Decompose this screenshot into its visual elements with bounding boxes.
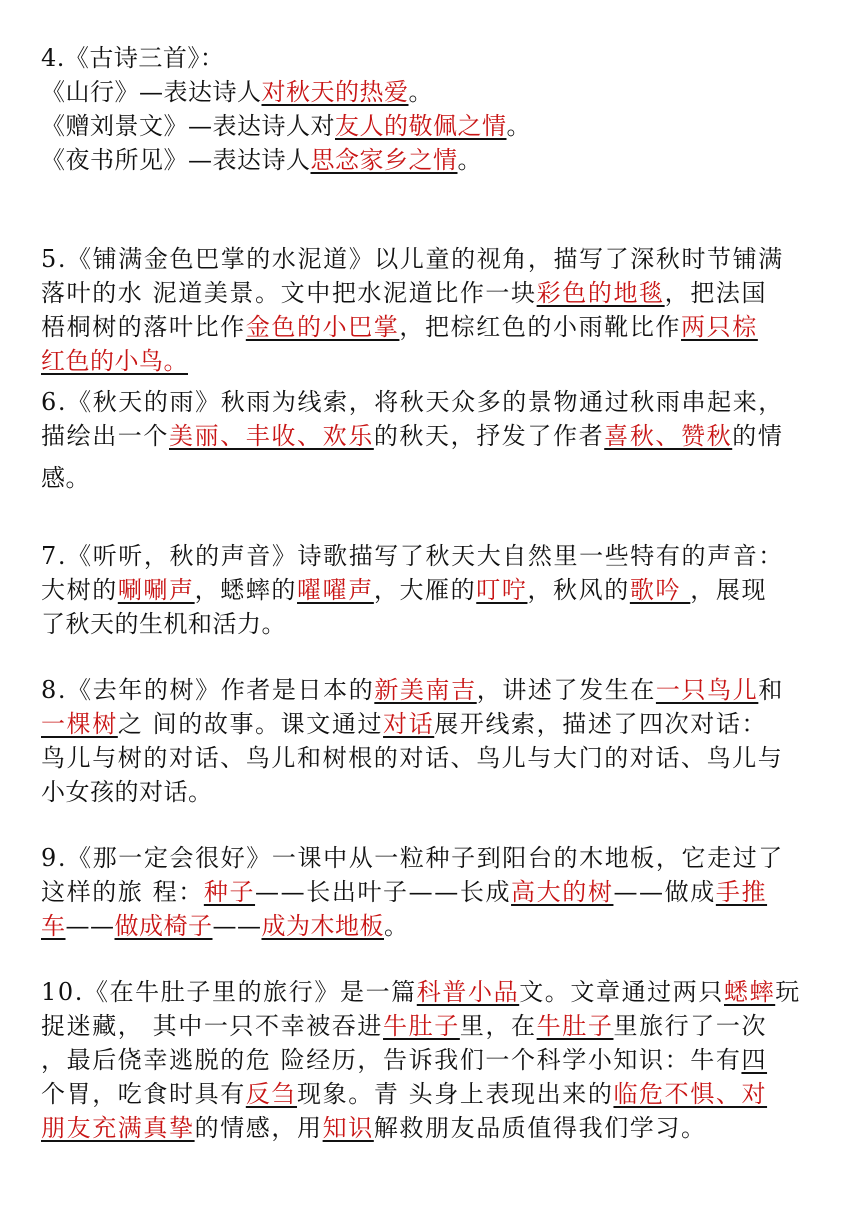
item-10-line [41,975,801,1009]
text-segment: ，蟋蟀的 [194,576,298,604]
answer-blank: 蟋蟀 [724,978,776,1006]
text-segment: 《赠刘景文》—表达诗人对 [41,112,335,140]
text-segment: 大树的 [41,576,118,604]
text-segment: 小女孩的对话。 [41,778,213,806]
item-8-line [41,673,784,707]
text-segment: 落叶的水 泥道美景。文中把水泥道比作一块 [41,279,537,307]
answer-blank: 牛肚子 [383,1012,460,1040]
text-segment: ，大雁的 [373,576,477,604]
text-segment: 了秋天的生机和活力。 [41,610,286,638]
item-5-line [41,310,758,344]
text-segment: 。 [506,112,531,140]
text-segment: 4.《古诗三首》： [41,44,225,72]
item-7-line [41,607,286,641]
item-10-line [41,1043,767,1077]
answer-blank: 新美南吉 [374,676,477,704]
text-segment: 里旅行了一次 [613,1012,768,1040]
answer-blank: 手推 [715,878,768,906]
text-segment: 玩 [775,978,801,1006]
text-segment: 梧桐树的落叶比作 [41,313,246,341]
answer-blank: 科普小品 [416,978,520,1006]
item-4-line [41,75,433,109]
text-segment: 和 [758,676,784,704]
item-9-line [41,875,767,909]
answer-blank: 成为木地板 [261,912,384,940]
item-9-line [41,909,409,943]
text-segment: 的情 [732,422,784,450]
answer-blank: 牛肚子 [536,1012,614,1040]
text-segment: 之 间的故事。课文通过 [117,710,384,738]
item-6-line [41,419,783,453]
answer-blank: 反刍 [245,1080,298,1108]
item-8-line [41,775,213,809]
answer-blank: 两只棕 [681,313,758,341]
answer-blank: 一棵树 [41,710,118,738]
item-10-line [41,1009,767,1043]
answer-blank: 叮咛 [476,576,528,604]
answer-blank: 临危不惧、对 [613,1080,768,1108]
answer-blank: 做成椅子 [114,912,213,940]
text-segment: ，讲述了发生在 [476,676,656,704]
text-segment: 9.《那一定会很好》一课中从一粒种子到阳台的木地板，它走过了 [41,844,784,872]
text-segment: 《山行》—表达诗人 [41,78,262,106]
item-7-line [41,539,784,573]
text-segment: 现象。青 头身上表现出来的 [297,1080,614,1108]
text-segment: ——长出叶子——长成 [255,878,512,906]
item-8-line [41,741,783,775]
text-segment: 展开线索，描述了四次对话： [434,710,768,738]
item-4-line [41,41,224,75]
answer-blank: 歌吟 [629,576,691,604]
answer-blank: 车 [41,912,66,940]
answer-blank: 朋友充满真挚 [41,1114,195,1142]
answer-blank: 红色的小鸟。 [41,347,188,375]
item-4-line [41,143,482,177]
text-segment: 这样的旅 程： [41,878,204,906]
item-5-line [41,276,767,310]
text-segment: ，最后侥幸逃脱的危 险经历，告诉我们一个科学小知识：牛有 [41,1046,742,1074]
text-segment: 个胃，吃食时具有 [41,1080,246,1108]
answer-blank: 对秋天的热爱 [261,78,409,106]
text-segment: 5.《铺满金色巴掌的水泥道》以儿童的视角，描写了深秋时节铺满 [41,245,784,273]
text-segment: 8.《去年的树》作者是日本的 [41,676,375,704]
text-segment: 文。文章通过两只 [519,978,724,1006]
text-segment: ——做成 [613,878,716,906]
answer-blank: 知识 [322,1114,374,1142]
answer-blank: 喜秋、赞秋 [604,422,733,450]
text-segment: 。 [457,146,482,174]
text-segment: 10.《在牛肚子里的旅行》是一篇 [41,978,417,1006]
text-segment: 描绘出一个 [41,422,169,450]
text-segment: 。 [408,78,433,106]
text-segment: 的情感，用 [194,1114,323,1142]
answer-blank: 高大的树 [511,878,614,906]
text-segment: 7.《听听，秋的声音》诗歌描写了秋天大自然里一些特有的声音： [41,542,784,570]
text-segment: 《夜书所见》—表达诗人 [41,146,311,174]
item-6-line [41,461,90,495]
item-9-line [41,841,784,875]
answer-blank: 唰唰声 [117,576,195,604]
text-segment: ，秋风的 [527,576,630,604]
item-6-line [41,385,784,419]
answer-blank: 彩色的地毯 [536,279,665,307]
item-10-line [41,1077,767,1111]
text-segment: 。 [384,912,409,940]
text-segment: 感。 [41,464,90,492]
answer-blank: 嚁嚁声 [297,576,374,604]
answer-blank: 一只鸟儿 [655,676,759,704]
text-segment: ，展现 [690,576,768,604]
text-segment: ，把法国 [664,279,768,307]
text-segment: ，把棕红色的小雨靴比作 [399,313,682,341]
item-7-line [41,573,767,607]
text-segment: 的秋天，抒发了作者 [373,422,605,450]
answer-blank: 友人的敬佩之情 [335,112,507,140]
text-segment: 里，在 [459,1012,537,1040]
text-segment: —— [65,912,115,940]
item-8-line [41,707,767,741]
text-segment: 解救朋友品质值得我们学习。 [373,1114,707,1142]
answer-blank: 对话 [383,710,435,738]
item-10-line [41,1111,707,1145]
item-5-line [41,242,784,276]
underlined-text: 四 [741,1046,768,1074]
text-segment: 捉迷藏， 其中一只不幸被吞进 [41,1012,384,1040]
text-segment: 6.《秋天的雨》秋雨为线索，将秋天众多的景物通过秋雨串起来， [41,388,784,416]
text-segment: 鸟儿与树的对话、鸟儿和树根的对话、鸟儿与大门的对话、鸟儿与 [41,744,784,772]
answer-blank: 美丽、丰收、欢乐 [169,422,374,450]
item-5-line [41,344,188,378]
answer-blank: 金色的小巴掌 [245,313,400,341]
text-segment: —— [212,912,262,940]
answer-blank: 种子 [203,878,256,906]
answer-blank: 思念家乡之情 [310,146,458,174]
item-4-line [41,109,531,143]
